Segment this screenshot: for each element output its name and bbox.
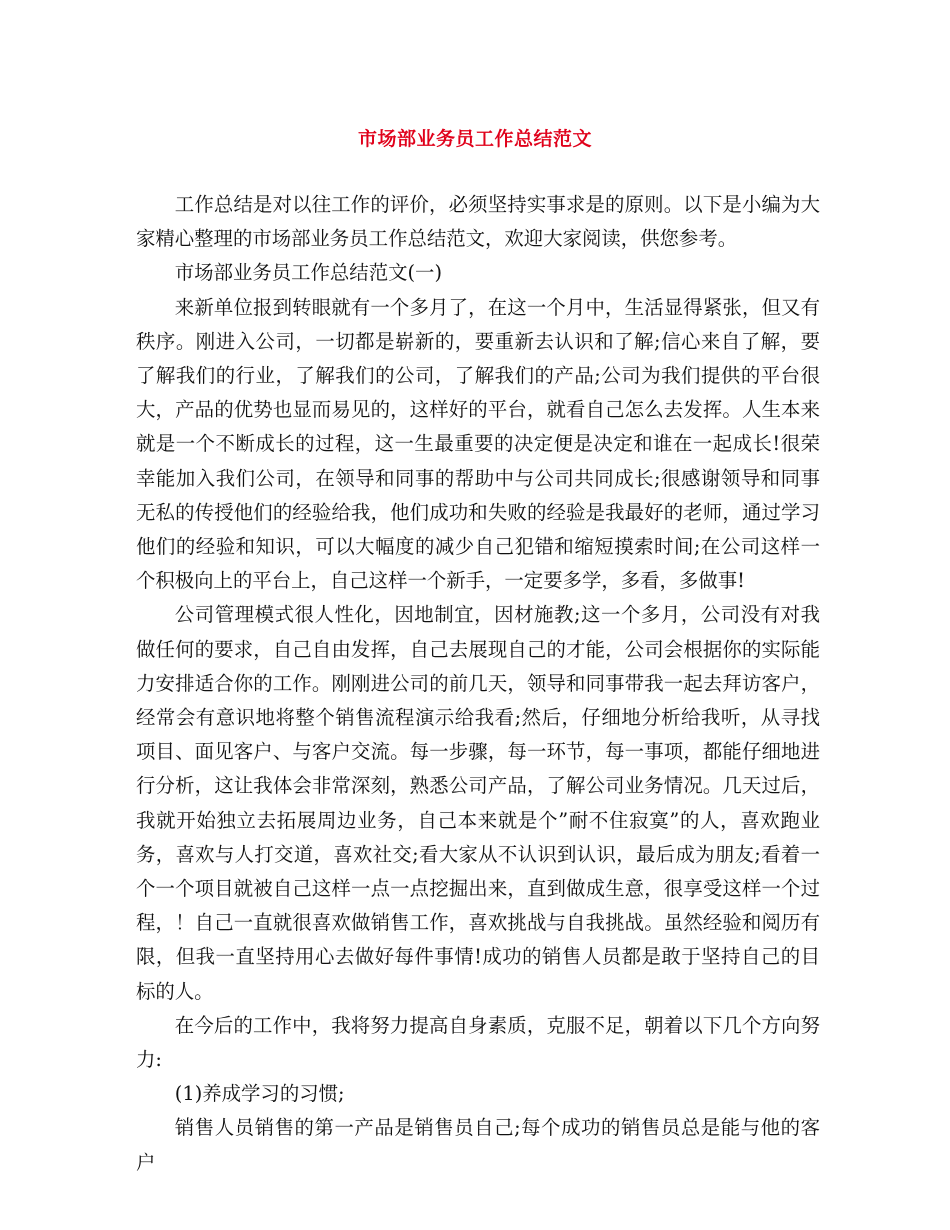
paragraph-future-goals: 在今后的工作中，我将努力提高自身素质，克服不足，朝着以下几个方向努力: bbox=[136, 1013, 820, 1072]
paragraph-management: 公司管理模式很人性化，因地制宜，因材施教;这一个多月，公司没有对我做任何的要求，自己自由发挥，自己去展现自己的才能，公司会根据你的实际能力安排适合你的工作。刚刚进公司的前几天，领导和同事带我一起去拜访客户，经常会有意识地将整个销售流程演示给我看;然后，仔细地分析给我听，从寻找项目、面见客户、与客户交流。每一步骤，每一环节，每一事项，都能仔细地进行分析，这让我体会非常深刻，熟悉公司产品，了解公司业务情况。几天过后，我就开始独立去拓展周边业务，自己本来就是个”耐不住寂寞”的人，喜欢跑业务，喜欢与人打交道，喜欢社交;看大家从不认识到认识，最后成为朋友;看着一个一个项目就被自己这样一点一点挖掘出来，直到做成生意，很享受这样一个过程，！自己一直就很喜欢做销售工作，喜欢挑战与自我挑战。虽然经验和阅历有限，但我一直坚持用心去做好每件事情!成功的销售人员都是敢于坚持自己的目标的人。 bbox=[136, 603, 820, 1003]
paragraph-subtitle: 市场部业务员工作总结范文(一) bbox=[174, 261, 443, 285]
document-body bbox=[136, 188, 820, 1180]
paragraph-goal-1: (1)养成学习的习惯; bbox=[174, 1082, 345, 1106]
document-title: 市场部业务员工作总结范文 bbox=[357, 128, 592, 150]
paragraph-intro: 工作总结是对以往工作的评价，必须坚持实事求是的原则。以下是小编为大家精心整理的市场部业务员工作总结范文，欢迎大家阅读，供您参考。 bbox=[136, 193, 820, 251]
paragraph-sales-self: 销售人员销售的第一产品是销售员自己;每个成功的销售员总是能与他的客户 bbox=[136, 1116, 820, 1174]
paragraph-onboarding: 来新单位报到转眼就有一个多月了，在这一个月中，生活显得紧张，但又有秩序。刚进入公司，一切都是崭新的，要重新去认识和了解;信心来自了解，要了解我们的行业，了解我们的公司，了解我们的产品;公司为我们提供的平台很大，产品的优势也显而易见的，这样好的平台，就看自己怎么去发挥。人生本来就是一个不断成长的过程，这一生最重要的决定便是决定和谁在一起成长!很荣幸能加入我们公司，在领导和同事的帮助中与公司共同成长;很感谢领导和同事无私的传授他们的经验给我，他们成功和失败的经验是我最好的老师，通过学习他们的经验和知识，可以大幅度的减少自己犯错和缩短摸索时间;在公司这样一个积极向上的平台上，自己这样一个新手，一定要多学，多看，多做事! bbox=[136, 295, 820, 593]
